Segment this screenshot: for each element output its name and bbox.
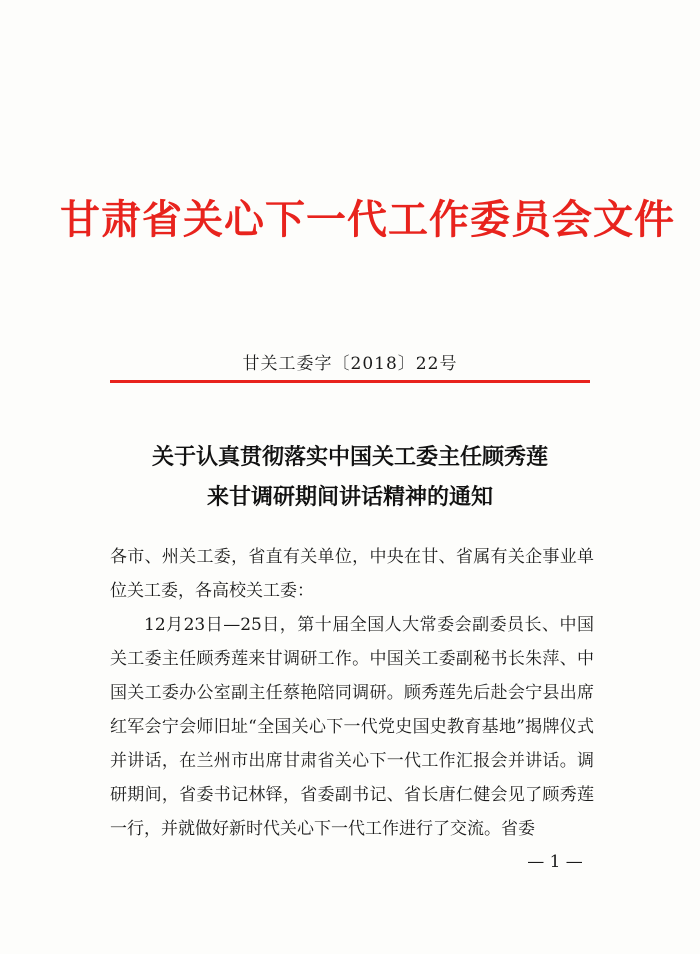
notice-title-line-1: 关于认真贯彻落实中国关工委主任顾秀莲 [151,445,548,470]
salutation: 各市、州关工委，省直有关单位，中央在甘、省属有关企事业单位关工委，各高校关工委： [110,547,594,601]
document-body [110,540,594,846]
header-divider-line [110,380,590,383]
notice-title [40,438,660,518]
document-header-title: 甘肃省关心下一代工作委员会文件 [60,197,675,243]
body-paragraph-1: 12月23日—25日，第十届全国人大常委会副委员长、中国关工委主任顾秀莲来甘调研工作。中国关工委副秘书长朱萍、中国关工委办公室副主任蔡艳陪同调研。顾秀莲先后赴会宁县出席红军会宁会师旧址“全国关心下一代党史国史教育基地”揭牌仪式并讲话，在兰州市出席甘肃省关心下一代工作汇报会并讲话。调研期间，省委书记林铎，省委副书记、省长唐仁健会见了顾秀莲一行，并就做好新时代关心下一代工作进行了交流。省委 [110,615,594,839]
page-number: — 1 — [527,852,583,872]
document-number: 甘关工委字〔2018〕22号 [242,354,458,374]
notice-title-line-2: 来甘调研期间讲话精神的通知 [206,485,493,510]
